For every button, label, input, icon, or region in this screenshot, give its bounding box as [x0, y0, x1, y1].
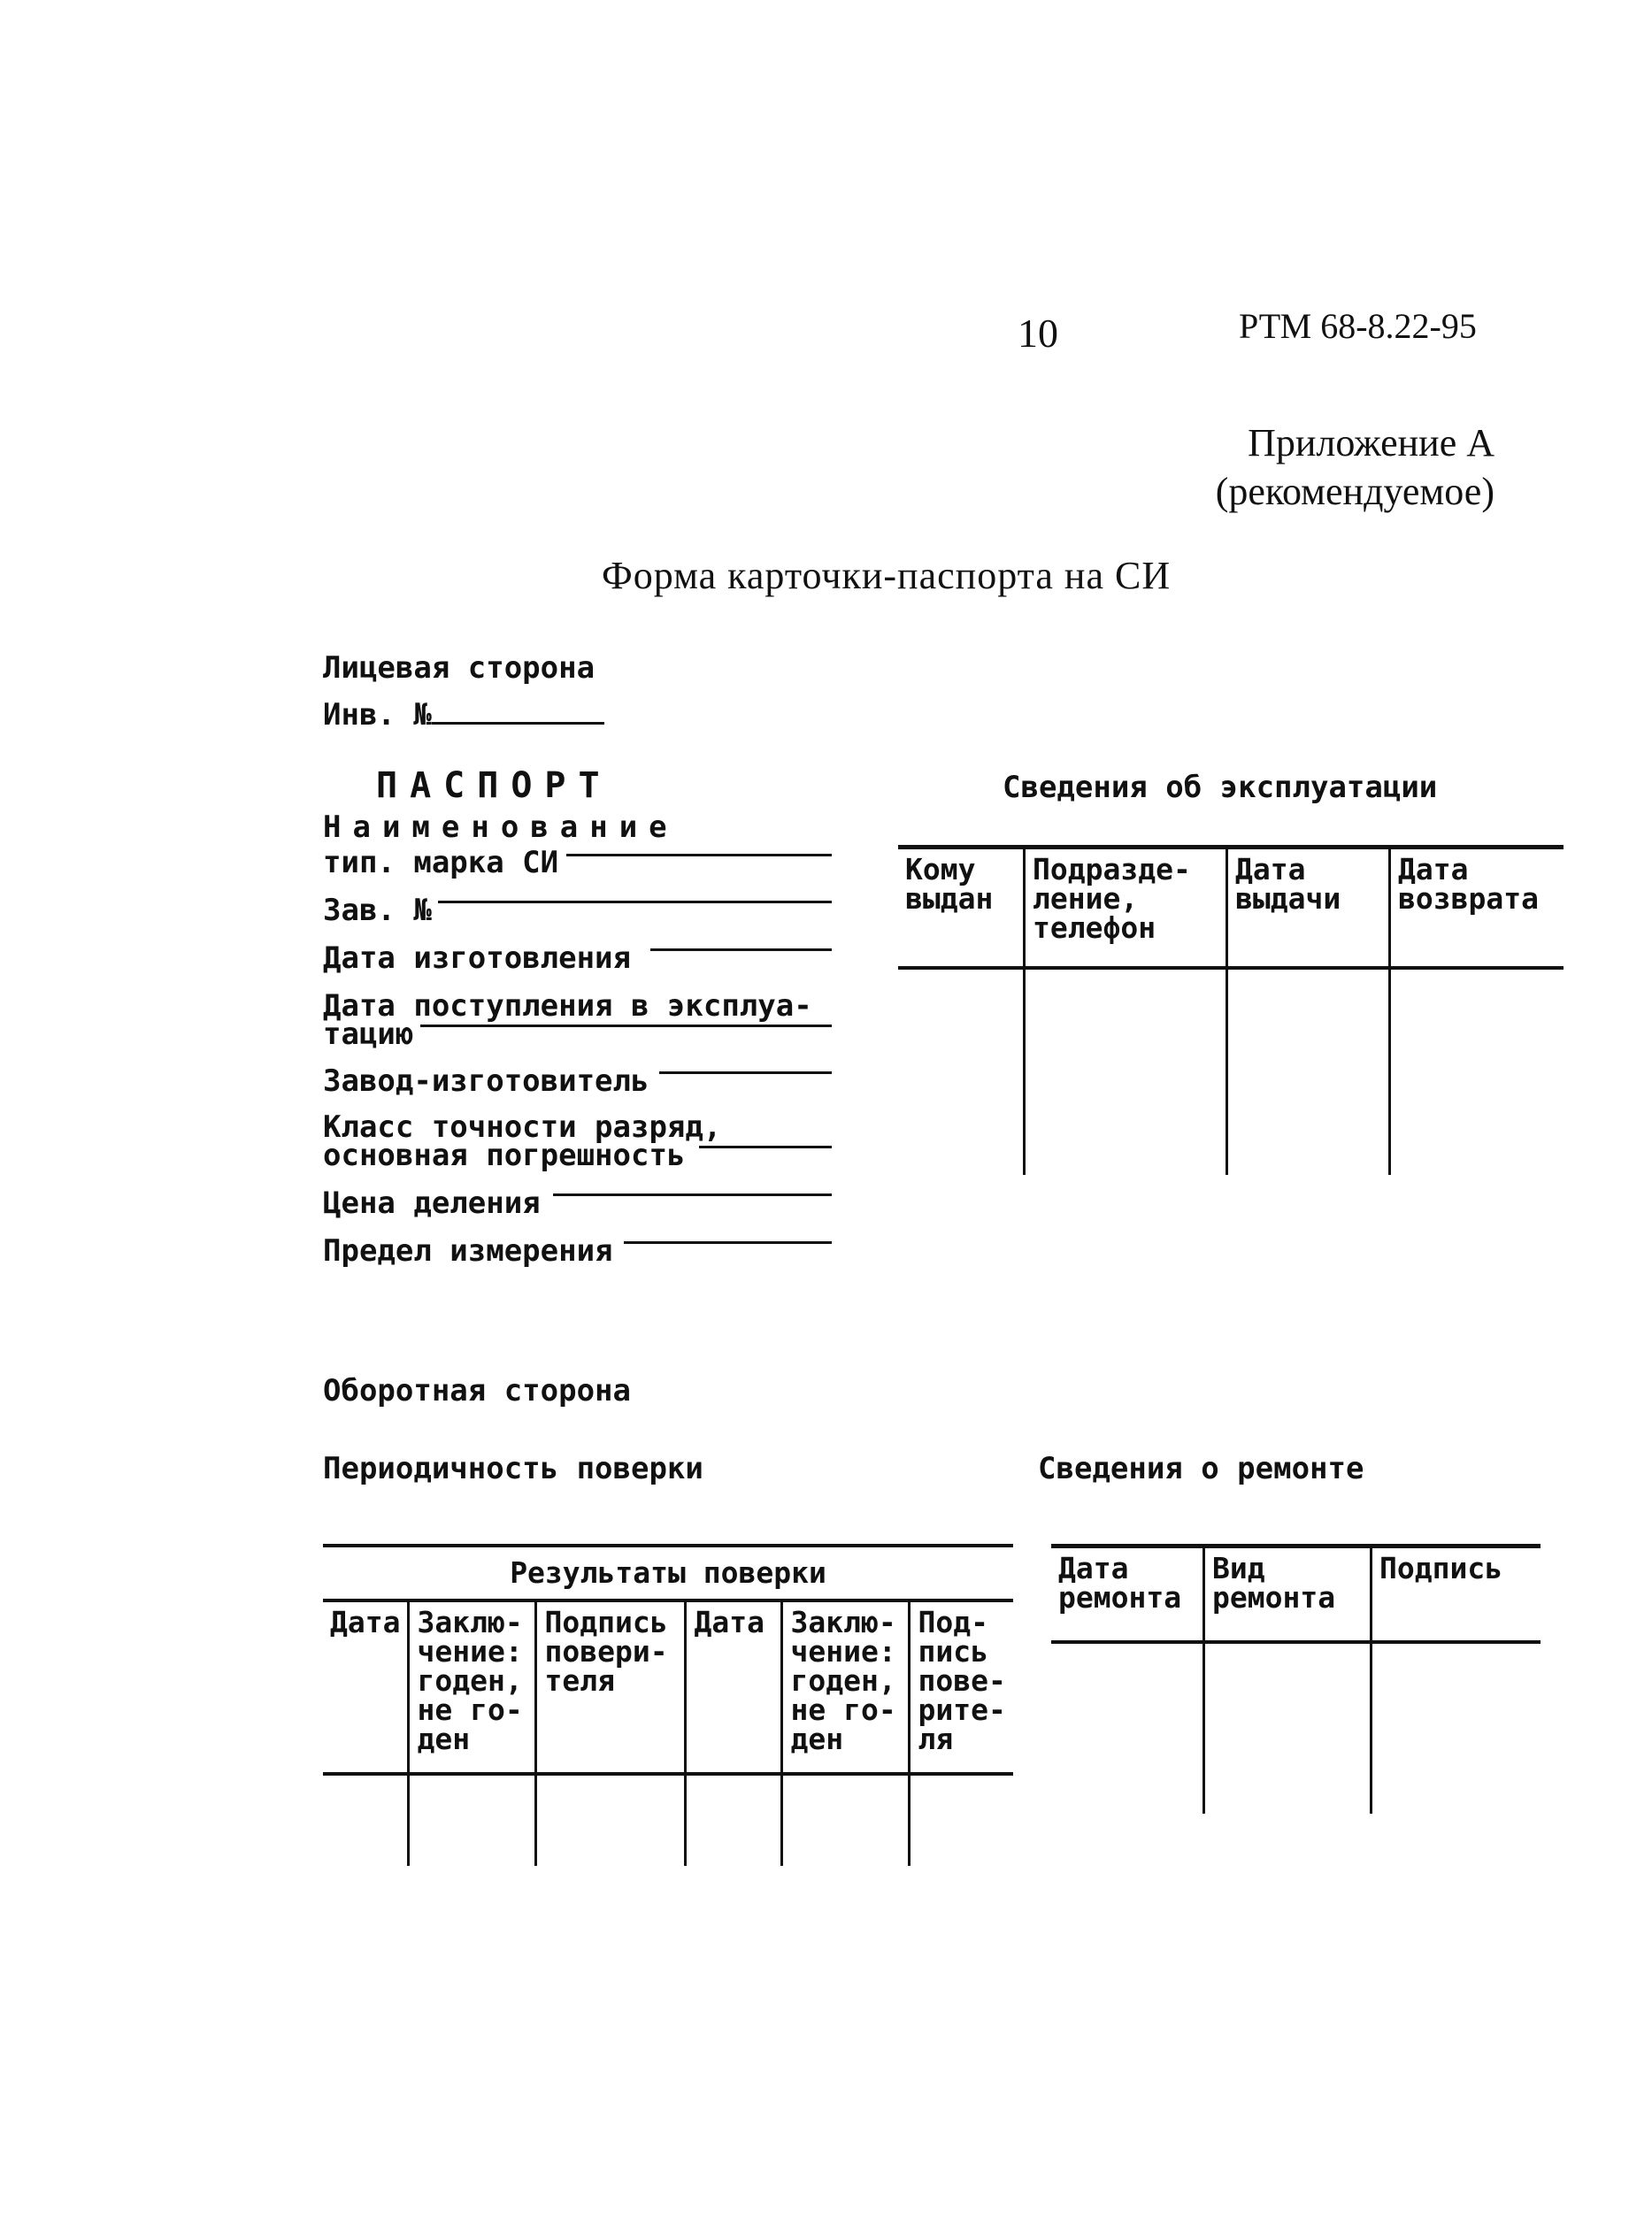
field-commission-date-blank: [420, 1025, 832, 1027]
table-cell[interactable]: [686, 1774, 782, 1866]
field-range-label: Предел измерения: [323, 1233, 613, 1269]
column-header: Дата выдачи: [1227, 848, 1390, 969]
inventory-number-label: Инв. №: [323, 697, 432, 733]
repair-table: [1051, 1544, 1541, 1814]
table-header-row: [898, 848, 1564, 969]
table-header-row: [323, 1600, 1013, 1774]
table-cell[interactable]: [898, 968, 1025, 1175]
table-cell[interactable]: [409, 1774, 536, 1866]
operation-section-title: Сведения об эксплуатации: [1003, 770, 1438, 805]
operation-table: [898, 845, 1564, 1175]
field-range-blank: [624, 1241, 832, 1244]
field-accuracy-blank: [699, 1146, 832, 1148]
field-name-line2: тип. марка СИ: [323, 845, 559, 880]
field-manufacturer-blank: [659, 1071, 832, 1074]
field-serial-blank: [438, 901, 832, 903]
table-cell[interactable]: [1390, 968, 1564, 1175]
table-row: [323, 1774, 1013, 1866]
inventory-number-blank: [432, 695, 604, 725]
verification-results-table: [323, 1544, 1013, 1866]
field-accuracy-line1: Класс точности разряд,: [323, 1109, 722, 1145]
table-header-row: [1051, 1546, 1541, 1643]
field-manufacturer-label: Завод-изготовитель: [323, 1063, 649, 1099]
passport-title: ПАСПОРТ: [376, 765, 612, 806]
appendix-subtitle: (рекомендуемое): [1215, 470, 1494, 513]
field-manufacture-date-blank: [650, 948, 832, 951]
form-title: Форма карточки-паспорта на СИ: [602, 554, 1172, 597]
column-header: Подразде- ление, телефон: [1025, 848, 1227, 969]
column-header: Дата: [323, 1600, 409, 1774]
field-commission-date-line1: Дата поступления в эксплуа-: [323, 988, 812, 1024]
page-number: 10: [1018, 311, 1058, 356]
table-cell[interactable]: [1227, 968, 1390, 1175]
repair-section-title: Сведения о ремонте: [1038, 1451, 1364, 1486]
column-header: Дата: [686, 1600, 782, 1774]
column-header: Вид ремонта: [1204, 1546, 1372, 1643]
column-header: Заклю- чение: годен, не го- ден: [409, 1600, 536, 1774]
table-cell[interactable]: [1025, 968, 1227, 1175]
field-serial-label: Зав. №: [323, 893, 432, 928]
inventory-number-field: [323, 695, 604, 733]
document-code: РТМ 68-8.22-95: [1239, 306, 1477, 346]
table-caption: Результаты поверки: [323, 1546, 1013, 1600]
table-cell[interactable]: [323, 1774, 409, 1866]
column-header: Кому выдан: [898, 848, 1025, 969]
column-header: Подпись: [1372, 1546, 1541, 1643]
back-side-label: Оборотная сторона: [323, 1373, 631, 1408]
table-cell[interactable]: [536, 1774, 686, 1866]
table-cell[interactable]: [782, 1774, 910, 1866]
table-cell[interactable]: [1204, 1642, 1372, 1814]
table-row: [898, 968, 1564, 1175]
field-name-line1: Наименование: [323, 810, 679, 845]
front-side-label: Лицевая сторона: [323, 650, 595, 686]
table-caption-row: [323, 1546, 1013, 1600]
field-division-blank: [553, 1193, 832, 1196]
table-cell[interactable]: [910, 1774, 1013, 1866]
field-name-blank: [566, 854, 832, 856]
column-header: Дата возврата: [1390, 848, 1564, 969]
field-accuracy-line2: основная погрешность: [323, 1138, 686, 1173]
appendix-title: Приложение А: [1248, 421, 1494, 464]
table-cell[interactable]: [1372, 1642, 1541, 1814]
field-commission-date-line2: тацию: [323, 1017, 414, 1052]
column-header: Под- пись пове- рите- ля: [910, 1600, 1013, 1774]
column-header: Заклю- чение: годен, не го- ден: [782, 1600, 910, 1774]
column-header: Дата ремонта: [1051, 1546, 1204, 1643]
field-manufacture-date-label: Дата изготовления: [323, 940, 631, 976]
table-row: [1051, 1642, 1541, 1814]
field-division-label: Цена деления: [323, 1186, 541, 1221]
table-cell[interactable]: [1051, 1642, 1204, 1814]
column-header: Подпись повери- теля: [536, 1600, 686, 1774]
verification-period-label: Периодичность поверки: [323, 1451, 703, 1486]
